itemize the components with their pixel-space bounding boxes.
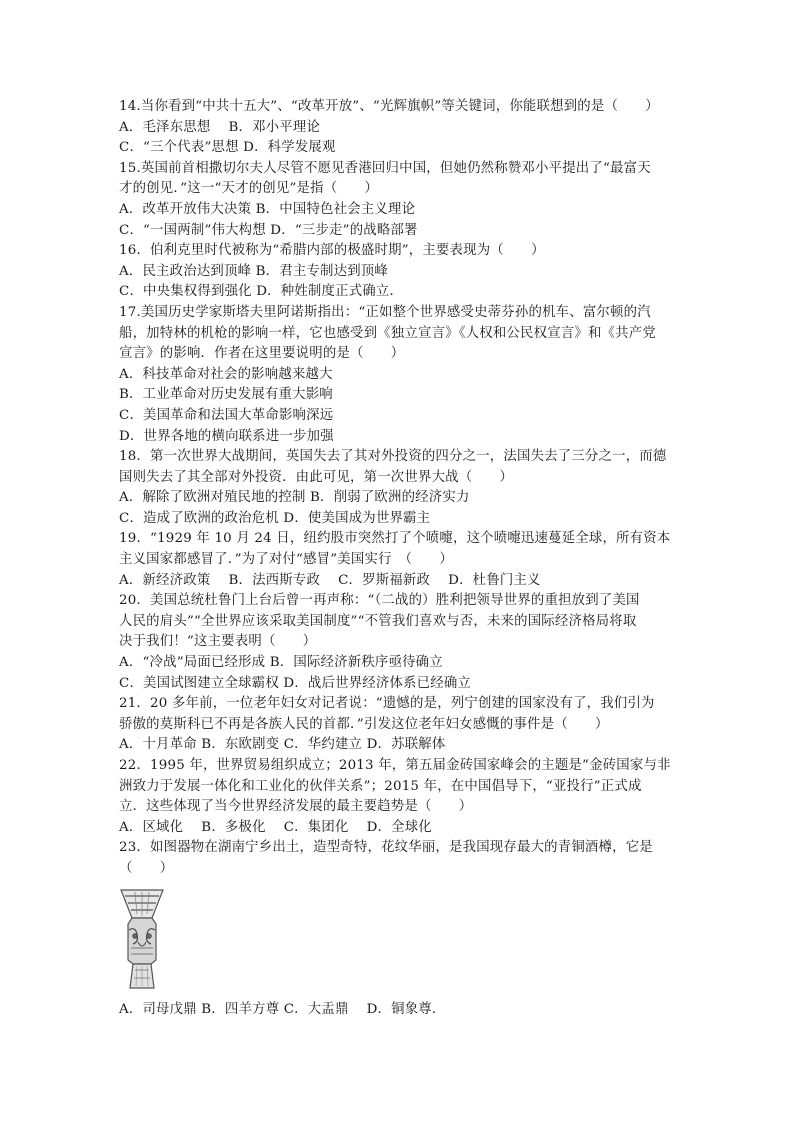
q18-options-line-1: A．解除了欧洲对殖民地的控制 B．削弱了欧洲的经济实力 <box>119 490 470 506</box>
q15-stem-line-2: 才的创见．”这一“天才的创见”是指（ ） <box>119 181 379 197</box>
q18-stem-line-2: 国则失去了其全部对外投资．由此可见，第一次世界大战（ ） <box>119 469 514 485</box>
q20-options-line-1: A．“冷战”局面已经形成 B．国际经济新秩序亟待确立 <box>119 655 443 671</box>
q22-stem-line-3: 立．这些体现了当今世界经济发展的最主要趋势是（ ） <box>119 799 473 815</box>
q23-stem-line-1: 23．如图器物在湖南宁乡出土，造型奇特，花纹华丽，是我国现存最大的青铜酒樽，它是 <box>119 840 653 856</box>
q15-options-line-2: C．“一国两制”伟大构想 D．“三步走”的战略部署 <box>119 222 418 238</box>
q15-options-line-1: A．改革开放伟大决策 B．中国特色社会主义理论 <box>119 201 416 217</box>
q16-stem-line-1: 16．伯利克里时代被称为“希腊内部的极盛时期”，主要表现为（ ） <box>119 243 545 259</box>
q18-options-line-2: C．造成了欧洲的政治危机 D．使美国成为世界霸主 <box>119 510 431 526</box>
q19-options-line-1: A．新经济政策 B．法西斯专政 C．罗斯福新政 D．杜鲁门主义 <box>119 572 541 588</box>
q17-option-b: B．工业革命对历史发展有重大影响 <box>119 387 333 403</box>
q17-stem-line-2: 船，加特林的机枪的影响一样，它也感受到《独立宣言》《人权和公民权宣言》和《共产党 <box>119 325 656 341</box>
q17-stem-line-1: 17.美国历史学家斯塔夫里阿诺斯指出：“正如整个世界感受史蒂芬孙的机车、富尔顿的汽 <box>119 304 651 320</box>
q22-options-line-1: A．区域化 B．多极化 C．集团化 D．全球化 <box>119 819 432 835</box>
q22-stem-line-2: 洲致力于发展一体化和工业化的伙伴关系”；2015 年，在中国倡导下，“亚投行”正式成 <box>119 778 642 794</box>
bronze-zun-figure <box>119 886 165 992</box>
q14-options-line-2: C．“三个代表”思想 D．科学发展观 <box>119 140 336 156</box>
q20-stem-line-3: 决于我们！”这主要表明（ ） <box>119 634 317 650</box>
q15-stem-line-1: 15.英国前首相撒切尔夫人尽管不愿见香港回归中国，但她仍然称赞邓小平提出了“最富天 <box>119 160 651 176</box>
q23-options-line-1: A．司母戊鼎 B．四羊方尊 C．大盂鼎 D．铜象尊． <box>119 1001 446 1017</box>
q21-options-line-1: A．十月革命 B．东欧剧变 C．华约建立 D．苏联解体 <box>119 737 446 753</box>
q20-options-line-2: C．美国试图建立全球霸权 D．战后世界经济体系已经确立 <box>119 675 472 691</box>
q22-stem-line-1: 22．1995 年，世界贸易组织成立；2013 年，第五届金砖国家峰会的主题是“金砖国家与非 <box>119 758 671 773</box>
q17-option-d: D．世界各地的横向联系进一步加强 <box>119 428 334 444</box>
q16-options-line-1: A．民主政治达到顶峰 B．君主专制达到顶峰 <box>119 263 388 279</box>
q17-option-c: C．美国革命和法国大革命影响深远 <box>119 407 334 423</box>
q14-options-line-1: A．毛泽东思想 B．邓小平理论 <box>119 119 321 135</box>
q20-stem-line-1: 20．美国总统杜鲁门上台后曾一再声称：“（二战的）胜利把领导世界的重担放到了美国 <box>119 593 640 609</box>
q21-stem-line-1: 21．20 多年前，一位老年妇女对记者说：“遗憾的是，列宁创建的国家没有了，我们引为 <box>119 696 655 712</box>
q17-option-a: A．科技革命对社会的影响越来越大 <box>119 366 333 382</box>
q23-stem-line-2: （ ） <box>119 860 174 876</box>
q19-stem-line-2: 主义国家都感冒了．”为了对付“感冒”美国实行 （ ） <box>119 552 453 568</box>
q21-stem-line-2: 骄傲的莫斯科已不再是各族人民的首都．”引发这位老年妇女感慨的事件是（ ） <box>119 716 609 732</box>
question-list <box>119 97 679 1020</box>
q23-figure-area <box>119 880 679 1000</box>
q19-stem-line-1: 19．“1929 年 10 月 24 日，纽约股市突然打了个喷嚏，这个喷嚏迅速蔓延全球，所有资本 <box>119 531 671 547</box>
q18-stem-line-1: 18．第一次世界大战期间，英国失去了其对外投资的四分之一，法国失去了三分之一，而德 <box>119 449 667 465</box>
q14-stem-line-1: 14.当你看到“中共十五大”、“改革开放”、“光辉旗帜”等关键词，你能联想到的是（ ） <box>119 99 659 114</box>
q16-options-line-2: C．中央集权得到强化 D．种姓制度正式确立． <box>119 284 404 300</box>
q20-stem-line-2: 人民的肩头”“全世界应该采取美国制度”“不管我们喜欢与否，未来的国际经济格局将取 <box>119 613 637 629</box>
q17-stem-line-3: 宣言》的影响．作者在这里要说明的是（ ） <box>119 346 405 362</box>
